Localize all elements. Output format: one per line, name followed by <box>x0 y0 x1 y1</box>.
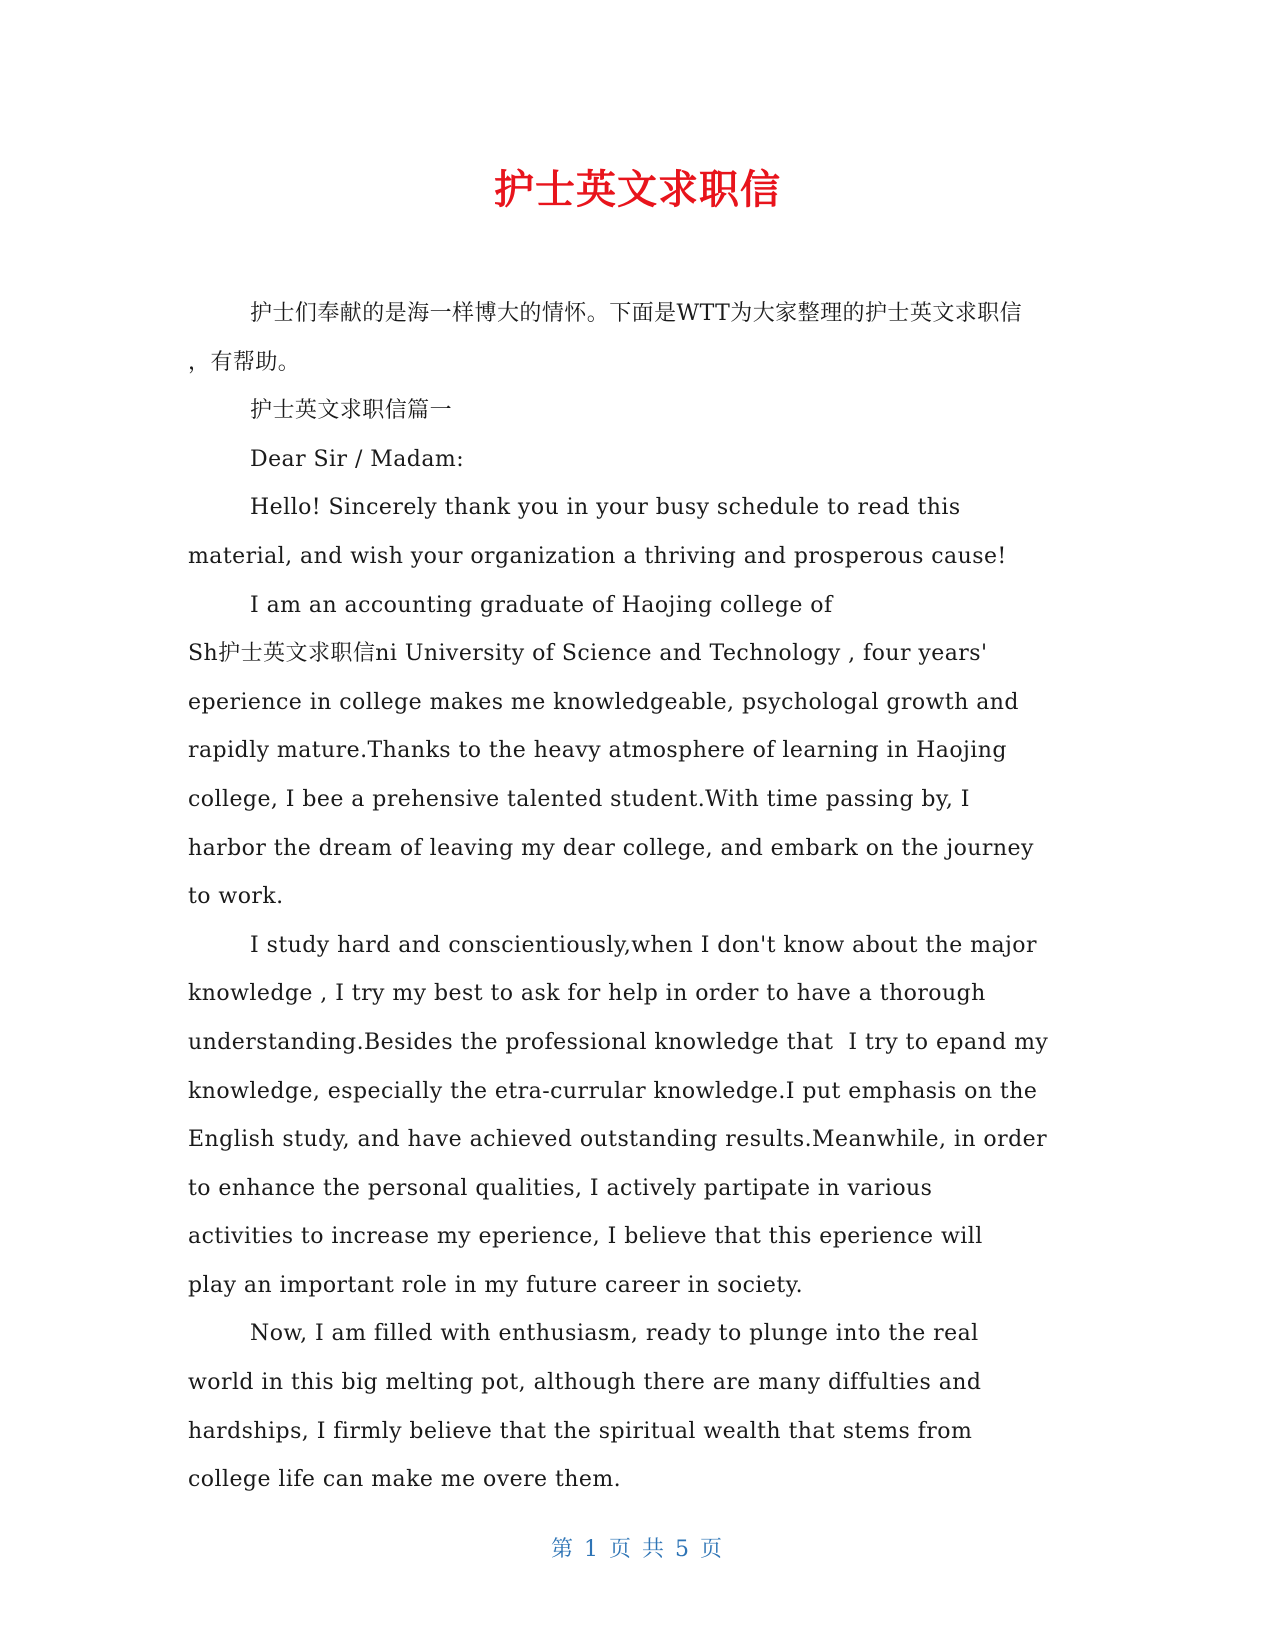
paragraph-2-line-2: Sh护士英文求职信ni University of Science and Technology , four years' <box>188 641 988 667</box>
paragraph-4-line-2: world in this big melting pot, although there are many diffulties and <box>188 1370 982 1396</box>
document-title: 护士英文求职信 <box>494 167 781 213</box>
paragraph-3-line-3: understanding.Besides the professional knowledge that I try to epand my <box>188 1029 1049 1055</box>
paragraph-2-line-3: eperience in college makes me knowledgeable, psychologal growth and <box>188 689 1019 715</box>
paragraph-1-line-2: material, and wish your organization a thriving and prosperous cause! <box>188 543 1007 569</box>
paragraph-3-line-1: I study hard and conscientiously,when I don't know about the major <box>250 932 1037 958</box>
paragraph-3-line-2: knowledge , I try my best to ask for help in order to have a thorough <box>188 981 986 1007</box>
paragraph-2-line-7: to work. <box>188 884 284 910</box>
salutation: Dear Sir / Madam: <box>250 446 465 472</box>
section-heading: 护士英文求职信篇一 <box>250 398 453 424</box>
paragraph-1-line-1: Hello! Sincerely thank you in your busy schedule to read this <box>250 495 961 521</box>
paragraph-3-line-7: activities to increase my eperience, I believe that this eperience will <box>188 1224 983 1250</box>
paragraph-3-line-4: knowledge, especially the etra-currular knowledge.I put emphasis on the <box>188 1078 1038 1104</box>
paragraph-4-line-4: college life can make me overe them. <box>188 1467 622 1493</box>
paragraph-2-line-1: I am an accounting graduate of Haojing college of <box>250 592 833 618</box>
paragraph-2-line-4: rapidly mature.Thanks to the heavy atmosphere of learning in Haojing <box>188 738 1007 764</box>
document-body <box>188 290 1093 1505</box>
page-number-footer: 第 1 页 共 5 页 <box>551 1537 724 1562</box>
paragraph-3-line-8: play an important role in my future career in society. <box>188 1272 804 1298</box>
paragraph-3-line-5: English study, and have achieved outstanding results.Meanwhile, in order <box>188 1127 1048 1153</box>
intro-line-1: 护士们奉献的是海一样博大的情怀。下面是WTT为大家整理的护士英文求职信 <box>250 301 1023 326</box>
intro-line-2: ，有帮助。 <box>188 349 301 375</box>
paragraph-4-line-3: hardships, I firmly believe that the spiritual wealth that stems from <box>188 1418 973 1444</box>
paragraph-2-line-5: college, I bee a prehensive talented student.With time passing by, I <box>188 786 970 812</box>
paragraph-3-line-6: to enhance the personal qualities, I actively partipate in various <box>188 1175 933 1201</box>
paragraph-4-line-1: Now, I am filled with enthusiasm, ready to plunge into the real <box>250 1321 979 1347</box>
paragraph-2-line-6: harbor the dream of leaving my dear college, and embark on the journey <box>188 835 1034 861</box>
